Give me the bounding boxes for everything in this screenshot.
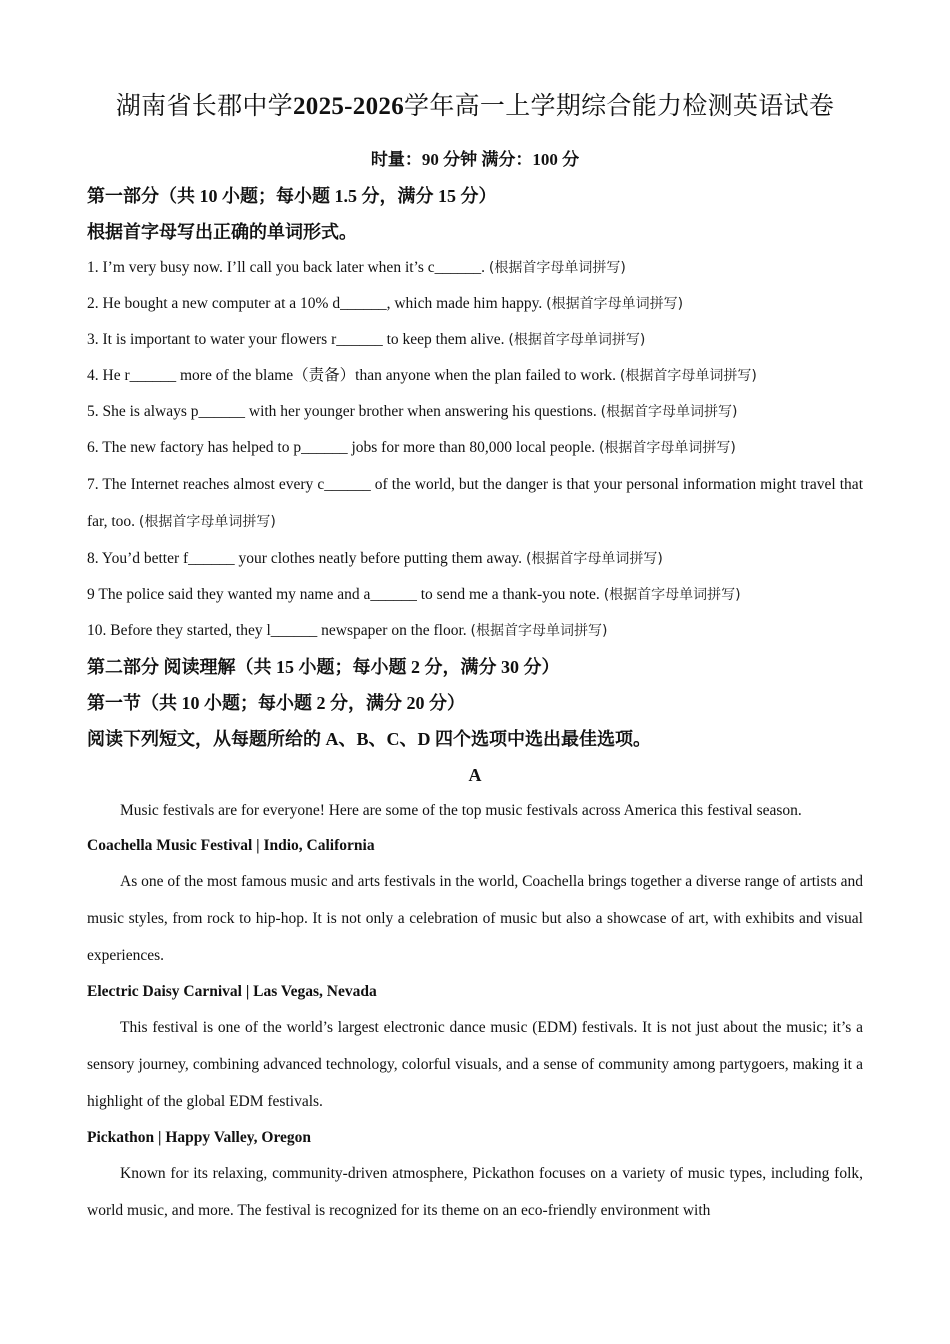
question-8 — [87, 541, 863, 577]
question-text: 2. He bought a new computer at a 10% d______, which made him happy. — [87, 295, 547, 312]
question-4 — [87, 358, 863, 394]
question-10 — [87, 613, 863, 649]
title-rest: 学年高一上学期综合能力检测英语试卷 — [404, 93, 835, 120]
festival-paragraph: As one of the most famous music and arts festivals in the world, Coachella brings together a diverse range of artists and music styles, from rock to hip-hop. It is not only a celebration of music but also a showcase of art, with exhibits and visual experiences. — [87, 873, 863, 964]
question-3 — [87, 322, 863, 358]
question-hint: (根据首字母单词拼写) — [525, 551, 663, 567]
question-9 — [87, 577, 863, 613]
question-text: 1. I’m very busy now. I’ll call you back later when it’s c______. — [87, 259, 489, 276]
festival-heading: Electric Daisy Carnival | Las Vegas, Nevada — [87, 983, 377, 1000]
question-text: 6. The new factory has helped to p______ jobs for more than 80,000 local people. — [87, 439, 599, 456]
question-text: 7. The Internet reaches almost every c______ of the world, but the danger is that your personal information might travel that far, too. — [87, 476, 863, 530]
question-hint: (根据首字母单词拼写) — [508, 332, 646, 348]
festival-heading: Pickathon | Happy Valley, Oregon — [87, 1129, 312, 1146]
question-hint: (根据首字母单词拼写) — [603, 587, 741, 603]
question-2 — [87, 286, 863, 322]
part1-instruction: 根据首字母写出正确的单词形式。 — [87, 222, 357, 242]
question-1 — [87, 250, 863, 286]
part2-heading: 第二部分 阅读理解（共 15 小题；每小题 2 分，满分 30 分） — [87, 657, 560, 677]
question-hint: (根据首字母单词拼写) — [619, 368, 757, 384]
question-text: 5. She is always p______ with her younger brother when answering his questions. — [87, 403, 601, 420]
question-hint: (根据首字母单词拼写) — [138, 514, 276, 530]
part2-section-heading: 第一节（共 10 小题；每小题 2 分，满分 20 分） — [87, 693, 465, 713]
part1-heading: 第一部分（共 10 小题；每小题 1.5 分，满分 15 分） — [87, 186, 497, 206]
question-text: 8. You’d better f______ your clothes neatly before putting them away. — [87, 550, 526, 567]
question-6 — [87, 430, 863, 466]
festival-paragraph: This festival is one of the world’s largest electronic dance music (EDM) festivals. It is not just about the music; it’s a sensory journey, combining advanced technology, colorful visuals, and a sense of community among partygoers, making it a highlight of the global EDM festivals. — [87, 1019, 863, 1110]
question-text: 10. Before they started, they l______ newspaper on the floor. — [87, 622, 471, 639]
exam-content — [87, 178, 863, 1229]
question-hint: (根据首字母单词拼写) — [600, 404, 738, 420]
question-7 — [87, 466, 863, 541]
exam-time-score: 时量：90 分钟 满分：100 分 — [370, 150, 580, 169]
title-school: 湖南省长郡中学 — [115, 93, 293, 120]
question-text: 3. It is important to water your flowers r______ to keep them alive. — [87, 331, 509, 348]
question-text: 9 The police said they wanted my name and a______ to send me a thank-you note. — [87, 586, 604, 603]
passage-letter: A — [468, 765, 482, 785]
question-hint: (根据首字母单词拼写) — [488, 260, 626, 276]
question-hint: (根据首字母单词拼写) — [598, 440, 736, 456]
page-title — [0, 86, 950, 122]
question-hint: (根据首字母单词拼写) — [546, 296, 684, 312]
festival-heading: Coachella Music Festival | Indio, California — [87, 837, 375, 854]
question-hint: (根据首字母单词拼写) — [470, 623, 608, 639]
passage-intro: Music festivals are for everyone! Here are some of the top music festivals across America this festival season. — [120, 802, 802, 819]
part2-instruction: 阅读下列短文，从每题所给的 A、B、C、D 四个选项中选出最佳选项。 — [87, 729, 651, 749]
festival-paragraph: Known for its relaxing, community-driven atmosphere, Pickathon focuses on a variety of music types, including folk, world music, and more. The festival is recognized for its theme on an eco-friendly environment with — [87, 1165, 863, 1219]
title-year: 2025-2026 — [292, 93, 405, 120]
question-text: 4. He r______ more of the blame（责备）than anyone when the plan failed to work. — [87, 367, 620, 384]
question-5 — [87, 394, 863, 430]
